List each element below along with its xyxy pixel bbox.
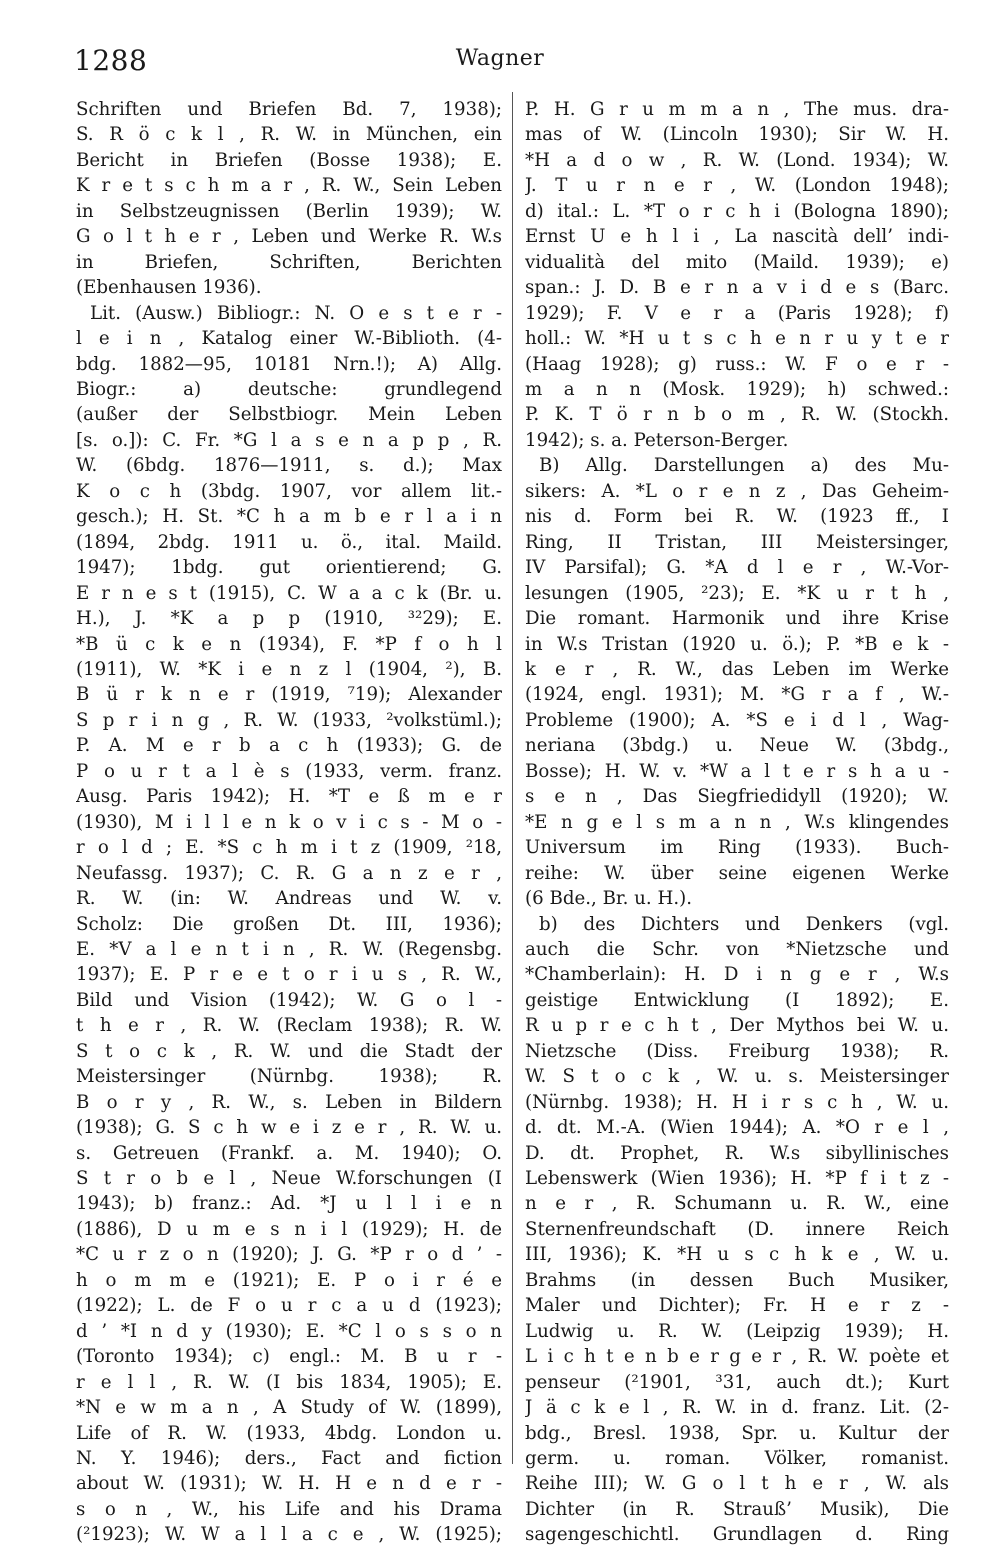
- text-line: Die romant. Harmonik und ihre Krise: [525, 608, 949, 630]
- text-line: Dichter (in R. Strauß’ Musik), Die: [525, 1498, 949, 1520]
- text-line: Reihe III); W. G o l t h e r , W. als: [525, 1473, 949, 1495]
- text-line: L i c h t e n b e r g e r , R. W. poète et: [525, 1346, 949, 1368]
- text-line: 1942); s. a. Peterson-Berger.: [525, 429, 789, 451]
- text-line: bdg. 1882—95, 10181 Nrn.!); A) Allg.: [76, 353, 502, 375]
- text-line: S. R ö c k l , R. W. in München, ein: [76, 124, 502, 146]
- right-column: [525, 97, 949, 1548]
- text-line: Scholz: Die großen Dt. III, 1936);: [76, 913, 502, 935]
- running-head: Wagner: [455, 46, 545, 71]
- text-line: (außer der Selbstbiogr. Mein Leben: [76, 404, 502, 426]
- text-line: (1922); L. de F o u r c a u d (1923);: [76, 1295, 502, 1317]
- text-line: G o l t h e r , Leben und Werke R. W.s: [76, 226, 502, 248]
- text-line: (Nürnbg. 1938); H. H i r s c h , W. u.: [525, 1091, 949, 1113]
- text-line: S t o c k , R. W. und die Stadt der: [76, 1040, 502, 1062]
- text-line: Ludwig u. R. W. (Leipzig 1939); H.: [525, 1320, 949, 1342]
- text-line: germ. u. roman. Völker, romanist.: [525, 1448, 949, 1470]
- text-line: Life of R. W. (1933, 4bdg. London u.: [76, 1422, 502, 1444]
- text-line: bdg., Bresl. 1938, Spr. u. Kultur der: [525, 1422, 949, 1444]
- text-line: n e r , R. Schumann u. R. W., eine: [525, 1193, 949, 1215]
- text-line: reihe: W. über seine eigenen Werke: [525, 862, 949, 884]
- text-line: in Selbstzeugnissen (Berlin 1939); W.: [76, 200, 502, 222]
- text-line: l e i n , Katalog einer W.-Biblioth. (4-: [76, 328, 502, 350]
- text-line: Lebenswerk (Wien 1936); H. *P f i t z -: [525, 1168, 949, 1190]
- text-line: III, 1936); K. *H u s c h k e , W. u.: [525, 1244, 949, 1266]
- text-line: sikers: A. *L o r e n z , Das Geheim-: [525, 480, 949, 502]
- text-line: Bild und Vision (1942); W. G o l -: [76, 989, 502, 1011]
- text-line: Meistersinger (Nürnbg. 1938); R.: [76, 1066, 502, 1088]
- text-line: P. H. G r u m m a n , The mus. dra-: [525, 99, 949, 120]
- text-line: *N e w m a n , A Study of W. (1899),: [76, 1397, 502, 1419]
- text-line: s e n , Das Siegfriedidyll (1920); W.: [525, 786, 949, 808]
- text-line: (1938); G. S c h w e i z e r , R. W. u.: [76, 1117, 502, 1139]
- text-line: 1937); E. P r e e t o r i u s , R. W.,: [76, 964, 502, 986]
- text-line: auch die Schr. von *Nietzsche und: [525, 938, 949, 960]
- text-line: Bosse); H. W. v. *W a l t e r s h a u -: [525, 760, 949, 782]
- left-column: [76, 97, 502, 1548]
- text-line: Biogr.: a) deutsche: grundlegend: [76, 378, 502, 400]
- text-line: Probleme (1900); A. *S e i d l , Wag-: [525, 709, 949, 731]
- text-line: in Briefen, Schriften, Berichten: [76, 251, 502, 273]
- text-line: K o c h (3bdg. 1907, vor allem lit.-: [76, 480, 502, 502]
- text-line: P. A. M e r b a c h (1933); G. de: [76, 735, 502, 757]
- text-line: *Chamberlain): H. D i n g e r , W.s: [525, 964, 949, 986]
- text-line: b) des Dichters und Denkers (vgl.: [539, 913, 949, 935]
- text-line: 1947); 1bdg. gut orientierend; G.: [76, 557, 502, 579]
- text-line: r o l d ; E. *S c h m i t z (1909, ²18,: [76, 837, 502, 859]
- text-line: J ä c k e l , R. W. in d. franz. Lit. (2-: [525, 1397, 949, 1419]
- text-line: Universum im Ring (1933). Buch-: [525, 837, 949, 859]
- text-line: in W.s Tristan (1920 u. ö.); P. *B e k -: [525, 633, 949, 655]
- text-line: geistige Entwicklung (I 1892); E.: [525, 989, 949, 1011]
- text-line: N. Y. 1946); ders., Fact and fiction: [76, 1448, 502, 1470]
- text-line: holl.: W. *H u t s c h e n r u y t e r: [525, 328, 949, 350]
- text-line: d. dt. M.-A. (Wien 1944); A. *O r e l ,: [525, 1117, 949, 1139]
- text-line: K r e t s c h m a r , R. W., Sein Leben: [76, 175, 502, 197]
- text-line: span.: J. D. B e r n a v i d e s (Barc.: [525, 277, 949, 299]
- text-line: S t r o b e l , Neue W.forschungen (I: [76, 1168, 502, 1190]
- text-line: vidualità del mito (Maild. 1939); e): [525, 251, 949, 273]
- text-line: Schriften und Briefen Bd. 7, 1938);: [76, 99, 502, 120]
- text-line: t h e r , R. W. (Reclam 1938); R. W.: [76, 1015, 502, 1037]
- page-number: 1288: [74, 44, 148, 77]
- text-line: Maler und Dichter); Fr. H e r z -: [525, 1295, 949, 1317]
- text-line: about W. (1931); W. H. H e n d e r -: [76, 1473, 502, 1495]
- text-line: (1924, engl. 1931); M. *G r a f , W.-: [525, 684, 949, 706]
- text-line: W. S t o c k , W. u. s. Meistersinger: [525, 1066, 949, 1088]
- text-line: sagengeschichtl. Grundlagen d. Ring: [525, 1524, 949, 1546]
- text-line: [s. o.]): C. Fr. *G l a s e n a p p , R.: [76, 429, 502, 451]
- text-line: Neufassg. 1937); C. R. G a n z e r ,: [76, 862, 502, 884]
- text-line: gesch.); H. St. *C h a m b e r l a i n: [76, 506, 502, 528]
- text-line: *H a d o w , R. W. (Lond. 1934); W.: [525, 149, 949, 171]
- text-line: P. K. T ö r n b o m , R. W. (Stockh.: [525, 404, 949, 426]
- text-line: penseur (²1901, ³31, auch dt.); Kurt: [525, 1371, 949, 1393]
- text-line: (1911), W. *K i e n z l (1904, ²), B.: [76, 658, 502, 680]
- text-line: s. Getreuen (Frankf. a. M. 1940); O.: [76, 1142, 502, 1164]
- text-line: 1929); F. V e r a (Paris 1928); f): [525, 302, 949, 324]
- text-line: neriana (3bdg.) u. Neue W. (3bdg.,: [525, 735, 949, 757]
- text-line: P o u r t a l è s (1933, verm. franz.: [76, 760, 502, 782]
- text-line: s o n , W., his Life and his Drama: [76, 1498, 502, 1520]
- text-line: S p r i n g , R. W. (1933, ²volkstüml.);: [76, 709, 502, 731]
- text-line: Brahms (in dessen Buch Musiker,: [525, 1269, 949, 1291]
- text-line: m a n n (Mosk. 1929); h) schwed.:: [525, 378, 949, 400]
- text-line: lesungen (1905, ²23); E. *K u r t h ,: [525, 582, 949, 604]
- text-line: R u p r e c h t , Der Mythos bei W. u.: [525, 1015, 949, 1037]
- text-line: Bericht in Briefen (Bosse 1938); E.: [76, 149, 502, 171]
- text-line: B o r y , R. W., s. Leben in Bildern: [76, 1091, 502, 1113]
- text-line: Ring, II Tristan, III Meistersinger,: [525, 531, 949, 553]
- text-line: E. *V a l e n t i n , R. W. (Regensbg.: [76, 938, 502, 960]
- column-rule: [512, 92, 513, 1464]
- text-line: (1894, 2bdg. 1911 u. ö., ital. Maild.: [76, 531, 502, 553]
- text-line: *E n g e l s m a n n , W.s klingendes: [525, 811, 949, 833]
- text-line: (1930), M i l l e n k o v i c s - M o -: [76, 811, 502, 833]
- text-line: h o m m e (1921); E. P o i r é e: [76, 1269, 502, 1291]
- text-line: (²1923); W. W a l l a c e , W. (1925);: [76, 1524, 502, 1546]
- text-line: Ernst U e h l i , La nascità dell’ indi-: [525, 226, 949, 248]
- text-line: *B ü c k e n (1934), F. *P f o h l: [76, 633, 502, 655]
- text-line: d ’ *I n d y (1930); E. *C l o s s o n: [76, 1320, 502, 1342]
- text-line: IV Parsifal); G. *A d l e r , W.-Vor-: [525, 557, 949, 579]
- text-line: (Toronto 1934); c) engl.: M. B u r -: [76, 1346, 502, 1368]
- text-line: Ausg. Paris 1942); H. *T e ß m e r: [76, 786, 502, 808]
- text-line: Lit. (Ausw.) Bibliogr.: N. O e s t e r -: [90, 302, 502, 324]
- text-line: mas of W. (Lincoln 1930); Sir W. H.: [525, 124, 949, 146]
- text-line: D. dt. Prophet, R. W.s sibyllinisches: [525, 1142, 949, 1164]
- text-line: (1886), D u m e s n i l (1929); H. de: [76, 1218, 502, 1240]
- text-line: E r n e s t (1915), C. W a a c k (Br. u.: [76, 582, 502, 604]
- text-line: (6 Bde., Br. u. H.).: [525, 888, 692, 910]
- text-line: H.), J. *K a p p (1910, ³²29); E.: [76, 608, 502, 630]
- text-line: Sternenfreundschaft (D. innere Reich: [525, 1218, 949, 1240]
- text-line: 1943); b) franz.: Ad. *J u l l i e n: [76, 1193, 502, 1215]
- text-line: (Haag 1928); g) russ.: W. F o e r -: [525, 353, 949, 375]
- text-line: J. T u r n e r , W. (London 1948);: [525, 175, 949, 197]
- text-line: Nietzsche (Diss. Freiburg 1938); R.: [525, 1040, 949, 1062]
- text-line: R. W. (in: W. Andreas und W. v.: [76, 888, 502, 910]
- text-line: B ü r k n e r (1919, ⁷19); Alexander: [76, 684, 502, 706]
- text-line: *C u r z o n (1920); J. G. *P r o d ’ -: [76, 1244, 502, 1266]
- text-line: W. (6bdg. 1876—1911, s. d.); Max: [76, 455, 502, 477]
- text-line: B) Allg. Darstellungen a) des Mu-: [539, 455, 949, 477]
- text-line: (Ebenhausen 1936).: [76, 277, 262, 299]
- text-line: k e r , R. W., das Leben im Werke: [525, 658, 949, 680]
- text-line: r e l l , R. W. (I bis 1834, 1905); E.: [76, 1371, 502, 1393]
- text-line: nis d. Form bei R. W. (1923 ff., I: [525, 506, 949, 528]
- text-line: d) ital.: L. *T o r c h i (Bologna 1890);: [525, 200, 949, 222]
